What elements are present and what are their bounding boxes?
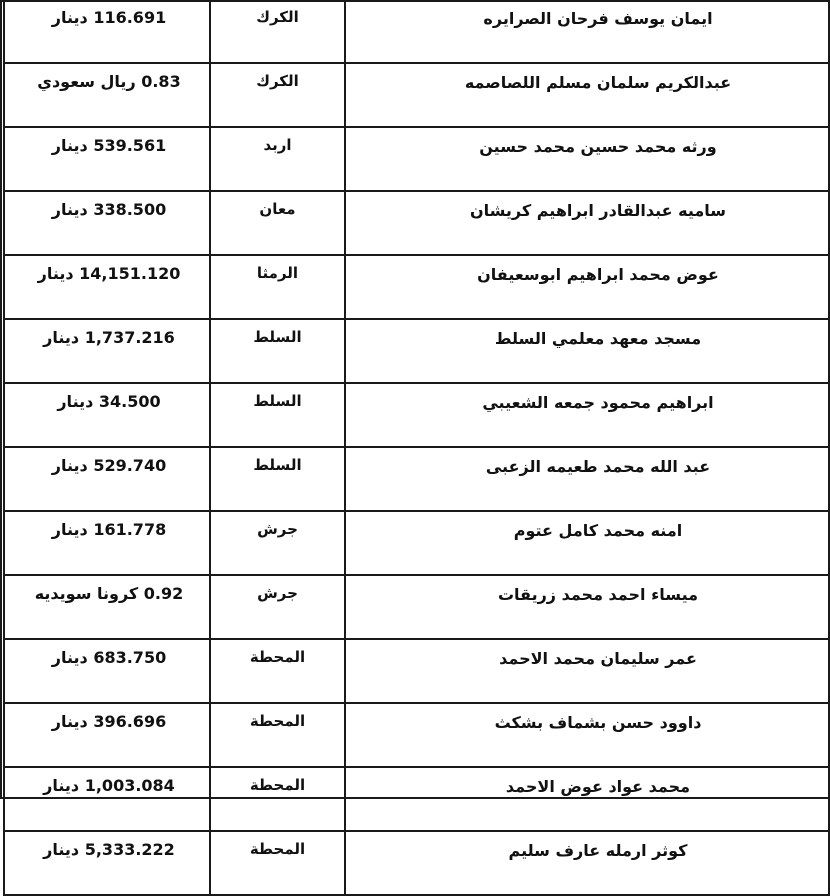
amount-cell: 116.691 دينار xyxy=(4,0,210,63)
amount-cell: 34.500 دينار xyxy=(4,383,210,447)
amount-cell: 529.740 دينار xyxy=(4,447,210,511)
table-row xyxy=(4,639,829,703)
city-cell: السلط xyxy=(210,447,345,511)
name-cell: مسجد معهد معلمي السلط xyxy=(345,319,829,383)
name-cell: كوثر ارمله عارف سليم xyxy=(345,831,829,895)
name-cell: ساميه عبدالقادر ابراهيم كريشان xyxy=(345,191,829,255)
amount-cell: 5,333.222 دينار xyxy=(4,831,210,895)
table-row xyxy=(4,511,829,575)
city-cell: المحطة xyxy=(210,767,345,831)
city-cell: جرش xyxy=(210,511,345,575)
amount-cell: 1,003.084 دينار xyxy=(4,767,210,831)
city-cell: اربد xyxy=(210,127,345,191)
amount-cell: 1,737.216 دينار xyxy=(4,319,210,383)
amount-cell: 161.778 دينار xyxy=(4,511,210,575)
name-cell: عبدالكريم سلمان مسلم اللصاصمه xyxy=(345,63,829,127)
name-cell: ابراهيم محمود جمعه الشعيبي xyxy=(345,383,829,447)
city-cell: المحطة xyxy=(210,831,345,895)
amount-cell: 0.83 ريال سعودي xyxy=(4,63,210,127)
table-row xyxy=(4,63,829,127)
city-cell: معان xyxy=(210,191,345,255)
table-row xyxy=(4,575,829,639)
amount-cell: 338.500 دينار xyxy=(4,191,210,255)
name-cell: ورثه محمد حسين محمد حسين xyxy=(345,127,829,191)
name-cell: ميساء احمد محمد زريقات xyxy=(345,575,829,639)
name-cell: عوض محمد ابراهيم ابوسعيفان xyxy=(345,255,829,319)
city-cell: السلط xyxy=(210,319,345,383)
name-cell: محمد عواد عوض الاحمد xyxy=(345,767,829,831)
city-cell: الرمثا xyxy=(210,255,345,319)
amount-cell: 0.92 كرونا سويديه xyxy=(4,575,210,639)
table-row xyxy=(4,0,829,63)
table-row xyxy=(4,447,829,511)
name-cell: داوود حسن بشماف بشكث xyxy=(345,703,829,767)
table-row xyxy=(4,383,829,447)
city-cell: الكرك xyxy=(210,0,345,63)
name-cell: امنه محمد كامل عتوم xyxy=(345,511,829,575)
table-row xyxy=(4,319,829,383)
city-cell: السلط xyxy=(210,383,345,447)
amount-cell: 396.696 دينار xyxy=(4,703,210,767)
city-cell: الكرك xyxy=(210,63,345,127)
table-row xyxy=(4,831,829,895)
table-row xyxy=(4,191,829,255)
beneficiaries-table xyxy=(3,0,830,896)
city-cell: المحطة xyxy=(210,703,345,767)
city-cell: جرش xyxy=(210,575,345,639)
name-cell: عبد الله محمد طعيمه الزعبى xyxy=(345,447,829,511)
name-cell: عمر سليمان محمد الاحمد xyxy=(345,639,829,703)
amount-cell: 14,151.120 دينار xyxy=(4,255,210,319)
amount-cell: 683.750 دينار xyxy=(4,639,210,703)
table-row xyxy=(4,255,829,319)
name-cell: ايمان يوسف فرحان الصرايره xyxy=(345,0,829,63)
city-cell: المحطة xyxy=(210,639,345,703)
table-row xyxy=(4,767,829,831)
table-row xyxy=(4,703,829,767)
amount-cell: 539.561 دينار xyxy=(4,127,210,191)
table-row xyxy=(4,127,829,191)
